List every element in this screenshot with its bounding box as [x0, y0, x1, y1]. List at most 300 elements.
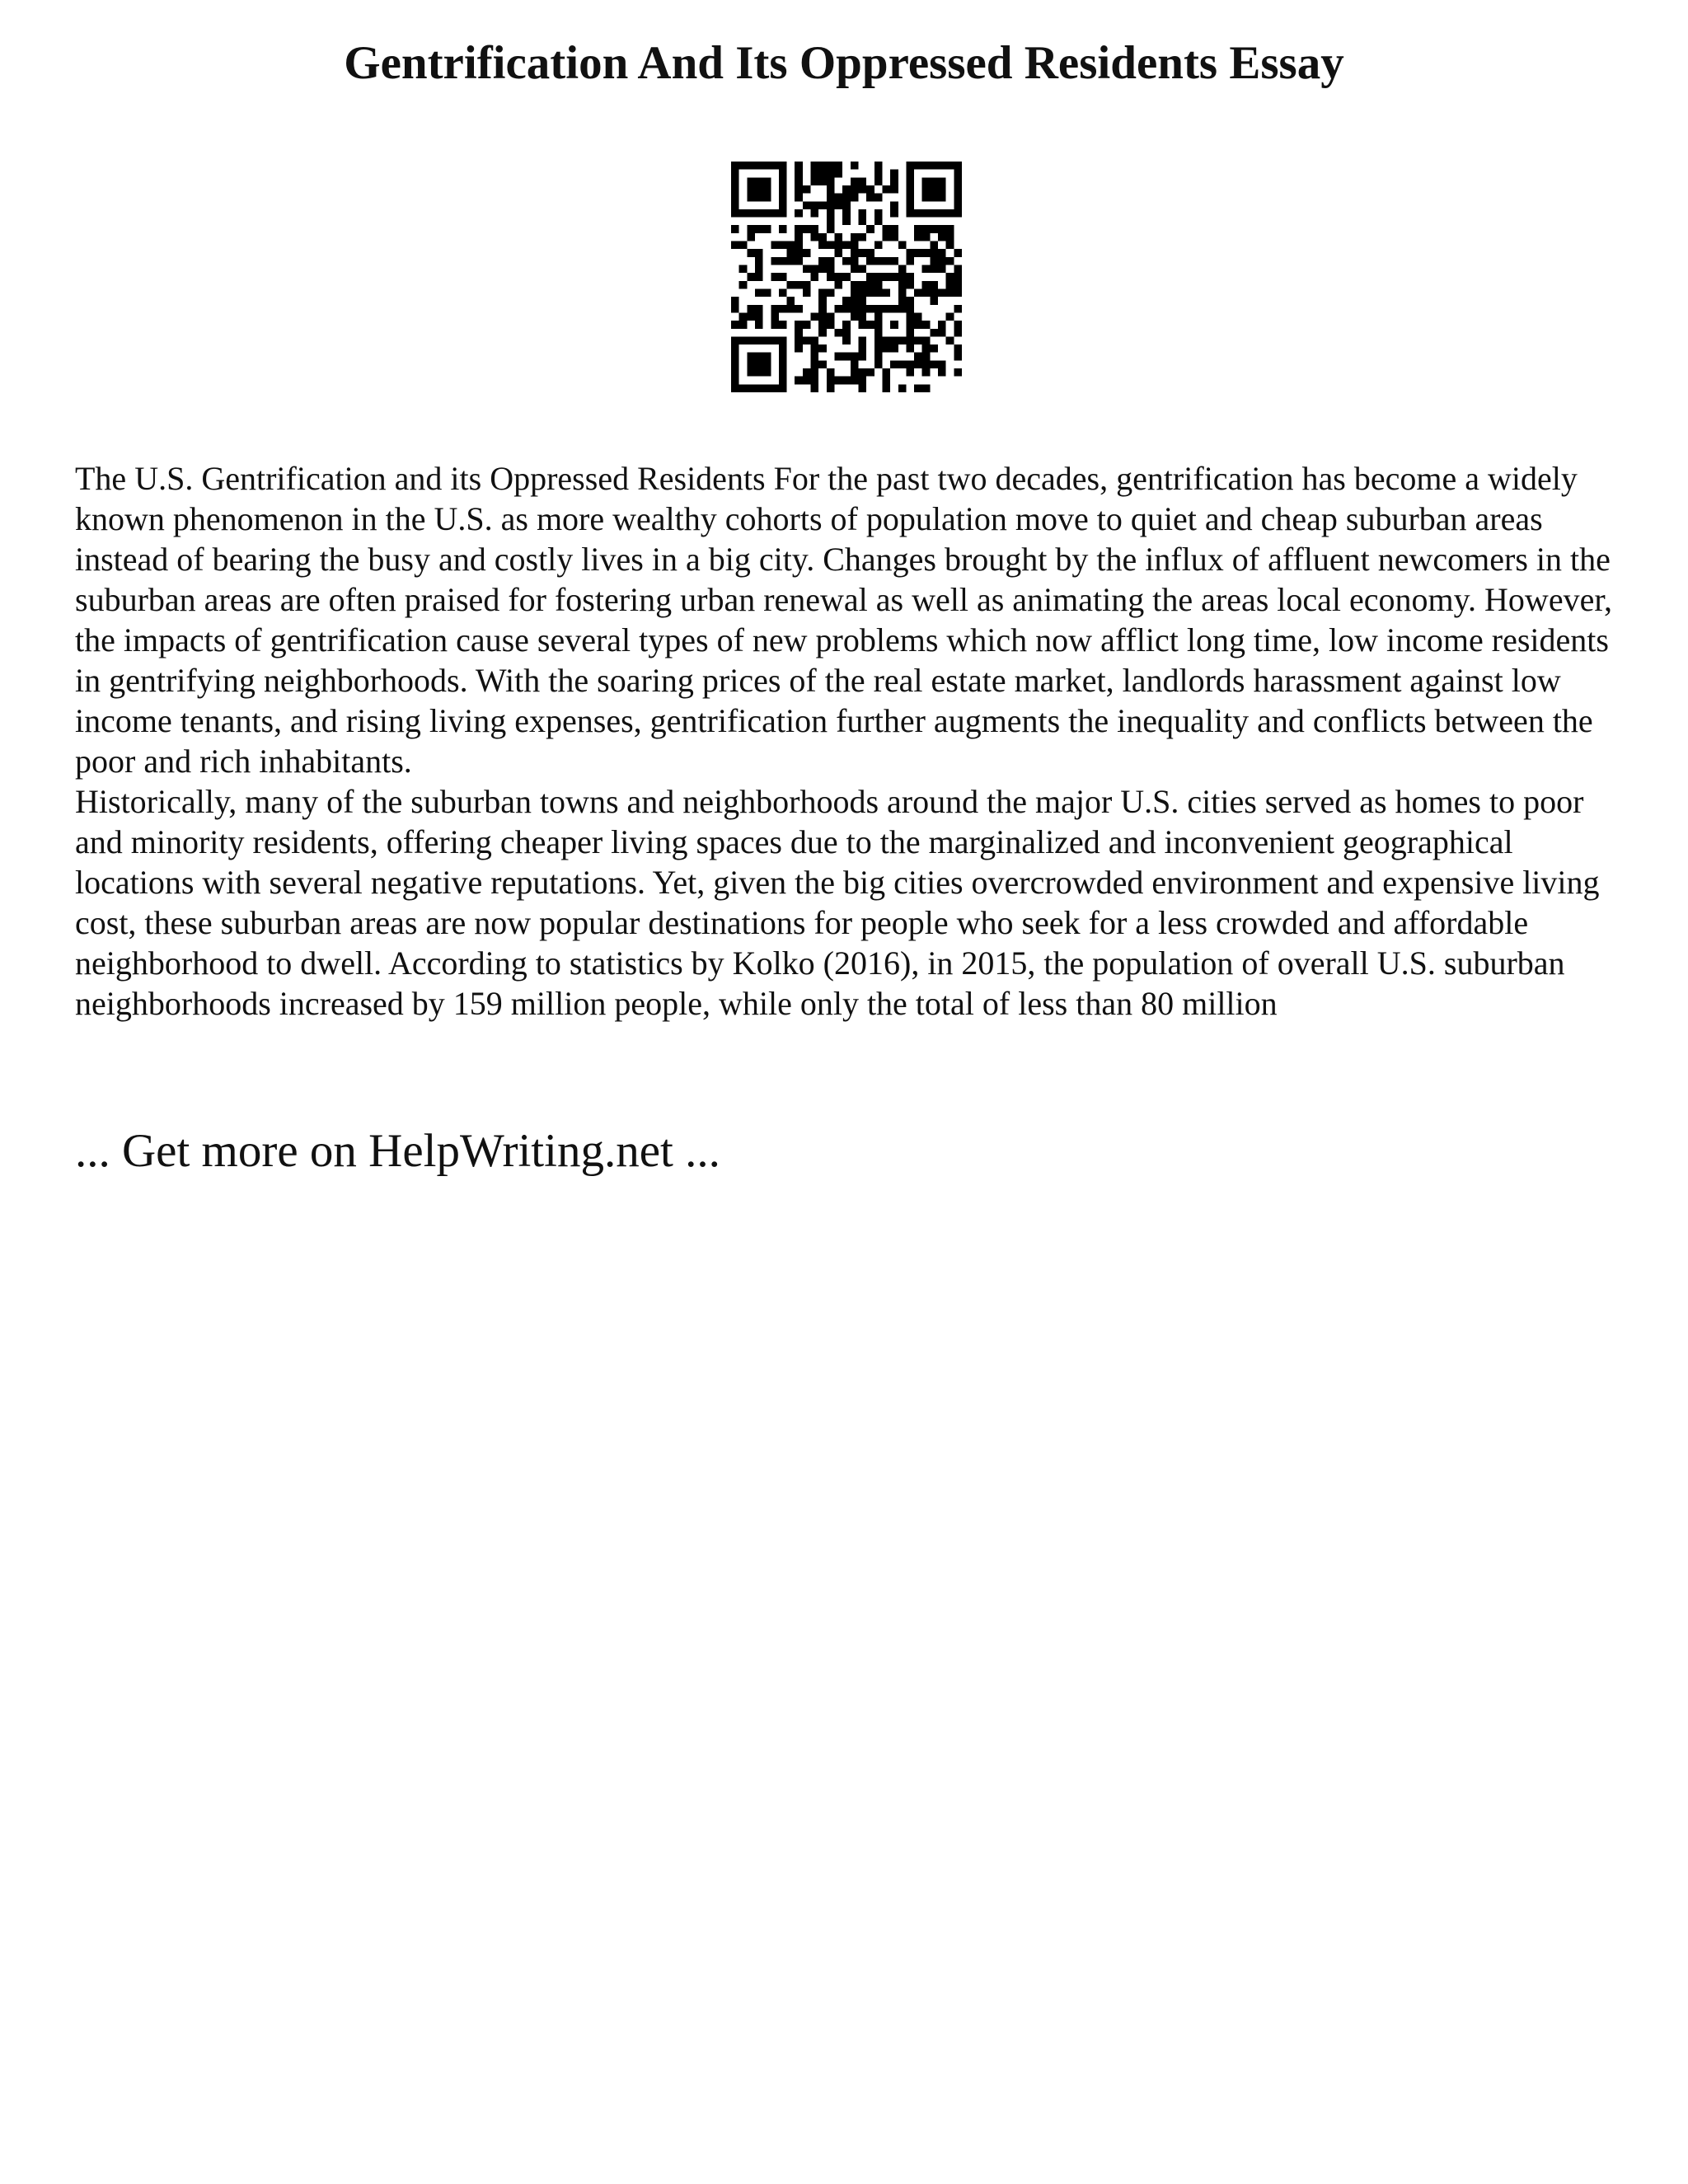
qr-module — [795, 305, 803, 313]
qr-module — [827, 162, 835, 170]
qr-module — [827, 312, 835, 321]
qr-module — [906, 329, 914, 337]
qr-module — [763, 194, 771, 202]
qr-module — [835, 233, 843, 241]
qr-module — [795, 377, 803, 385]
qr-module — [755, 265, 763, 274]
qr-module — [866, 249, 874, 257]
qr-module — [818, 288, 827, 297]
qr-module — [858, 312, 866, 321]
qr-module — [811, 162, 819, 170]
qr-module — [922, 353, 931, 361]
qr-module — [731, 384, 739, 392]
qr-module — [914, 162, 922, 170]
qr-module — [803, 377, 811, 385]
qr-module — [938, 368, 946, 377]
qr-module — [795, 241, 803, 250]
qr-module — [787, 305, 795, 313]
qr-module — [731, 360, 739, 368]
qr-module — [787, 297, 795, 305]
qr-module — [827, 377, 835, 385]
qr-module — [731, 162, 739, 170]
qr-module — [731, 368, 739, 377]
qr-module — [739, 384, 748, 392]
qr-module — [938, 194, 946, 202]
qr-module — [731, 336, 739, 344]
qr-module — [866, 321, 874, 329]
paragraph: Historically, many of the suburban towns and neighborhoods around the major U.S. cities served as homes to poor and minority residents, offering cheaper living spaces due to the marginalized and inconvenient geographical locations with several negative reputations. Yet, given the big cities overcrowded environment and expensive living cost, these suburban areas are now popular destinations for people who seek for a less crowded and affordable neighborhood to dwell. According to statistics by Kolko (2016), in 2015, the population of overall U.S. suburban neighborhoods increased by 159 million people, while only the total of less than 80 million — [75, 783, 1600, 1022]
qr-module — [858, 336, 866, 344]
qr-module — [874, 273, 883, 281]
qr-module — [739, 321, 748, 329]
qr-module — [842, 257, 851, 265]
qr-module — [851, 360, 859, 368]
qr-module — [866, 288, 874, 297]
qr-module — [842, 218, 851, 226]
qr-module — [930, 177, 938, 185]
qr-module — [898, 297, 907, 305]
qr-module — [811, 273, 819, 281]
qr-module — [747, 209, 755, 218]
qr-module — [811, 368, 819, 377]
qr-module — [827, 321, 835, 329]
qr-module — [779, 384, 787, 392]
qr-module — [835, 305, 843, 313]
qr-module — [851, 257, 859, 265]
qr-module — [835, 201, 843, 209]
qr-module — [851, 162, 859, 170]
qr-module — [827, 225, 835, 233]
qr-module — [890, 257, 898, 265]
qr-module — [954, 273, 962, 281]
qr-module — [954, 344, 962, 353]
qr-module — [922, 177, 931, 185]
qr-module — [842, 194, 851, 202]
qr-module — [938, 233, 946, 241]
qr-module — [827, 185, 835, 194]
qr-module — [874, 312, 883, 321]
qr-module — [811, 384, 819, 392]
qr-module — [914, 353, 922, 361]
qr-module — [898, 384, 907, 392]
qr-module — [858, 321, 866, 329]
qr-module — [914, 384, 922, 392]
qr-module — [938, 321, 946, 329]
qr-module — [858, 281, 866, 289]
qr-module — [779, 162, 787, 170]
qr-module — [851, 281, 859, 289]
qr-module — [755, 273, 763, 281]
qr-module — [906, 321, 914, 329]
qr-module — [803, 288, 811, 297]
qr-module — [739, 336, 748, 344]
qr-module — [835, 281, 843, 289]
qr-module — [922, 265, 931, 274]
qr-module — [874, 241, 883, 250]
qr-module — [803, 368, 811, 377]
qr-module — [763, 288, 771, 297]
qr-module — [835, 162, 843, 170]
qr-module — [779, 241, 787, 250]
qr-module — [858, 265, 866, 274]
qr-module — [914, 209, 922, 218]
qr-module — [731, 297, 739, 305]
get-more-link[interactable]: ... Get more on HelpWriting.net ... — [75, 1125, 720, 1177]
qr-module — [842, 336, 851, 344]
qr-module — [747, 225, 755, 233]
qr-module — [771, 312, 779, 321]
qr-module — [779, 336, 787, 344]
qr-module — [771, 273, 779, 281]
qr-module — [882, 225, 890, 233]
page-title: Gentrification And Its Oppressed Residents Essay — [344, 37, 1344, 89]
qr-module — [779, 273, 787, 281]
qr-module — [858, 218, 866, 226]
qr-module — [827, 368, 835, 377]
qr-module — [914, 288, 922, 297]
qr-module — [906, 209, 914, 218]
qr-module — [906, 273, 914, 281]
qr-module — [930, 360, 938, 368]
qr-module — [906, 368, 914, 377]
qr-module — [851, 353, 859, 361]
qr-module — [835, 353, 843, 361]
qr-module — [890, 344, 898, 353]
qr-module — [731, 305, 739, 313]
qr-module — [755, 185, 763, 194]
qr-module — [906, 185, 914, 194]
qr-module — [779, 209, 787, 218]
qr-module — [835, 170, 843, 178]
qr-module — [874, 194, 883, 202]
qr-module — [795, 177, 803, 185]
qr-module — [866, 194, 874, 202]
qr-module — [930, 281, 938, 289]
qr-module — [914, 336, 922, 344]
qr-module — [858, 377, 866, 385]
qr-module — [954, 329, 962, 337]
qr-module — [811, 265, 819, 274]
qr-module — [779, 185, 787, 194]
qr-module — [890, 233, 898, 241]
qr-module — [763, 162, 771, 170]
qr-module — [811, 170, 819, 178]
paragraph: The U.S. Gentrification and its Oppressed Residents For the past two decades, gentrification has become a widely known phenomenon in the U.S. as more wealthy cohorts of population move to quiet and cheap suburban areas instead of bearing the busy and costly lives in a big city. Changes brought by the influx of affluent newcomers in the suburban areas are often praised for fostering urban renewal as well as animating the areas local economy. However, the impacts of gentrification cause several types of new problems which now afflict long time, low income residents in gentrifying neighborhoods. With the soaring prices of the real estate market, landlords harassment against low income tenants, and rising living expenses, gentrification further augments the inequality and conflicts between the poor and rich inhabitants. — [75, 460, 1613, 780]
qr-module — [851, 194, 859, 202]
qr-module — [914, 360, 922, 368]
qr-module — [811, 312, 819, 321]
qr-module — [842, 329, 851, 337]
qr-module — [922, 288, 931, 297]
qr-module — [874, 177, 883, 185]
qr-module — [747, 368, 755, 377]
qr-module — [954, 353, 962, 361]
qr-module — [874, 305, 883, 313]
qr-module — [795, 344, 803, 353]
qr-module — [818, 344, 827, 353]
qr-module — [954, 281, 962, 289]
qr-module — [914, 321, 922, 329]
qr-module — [827, 170, 835, 178]
qr-module — [906, 257, 914, 265]
qr-module — [882, 257, 890, 265]
qr-module — [906, 177, 914, 185]
qr-module — [827, 265, 835, 274]
qr-module — [882, 336, 890, 344]
qr-module — [747, 336, 755, 344]
qr-module — [851, 265, 859, 274]
qr-module — [898, 281, 907, 289]
qr-code-icon — [731, 162, 962, 392]
qr-module — [842, 297, 851, 305]
qr-module — [818, 162, 827, 170]
qr-module — [954, 265, 962, 274]
qr-module — [851, 312, 859, 321]
qr-module — [827, 209, 835, 218]
qr-module — [851, 233, 859, 241]
qr-module — [827, 257, 835, 265]
qr-module — [874, 336, 883, 344]
qr-module — [946, 241, 954, 250]
qr-module — [930, 265, 938, 274]
qr-module — [755, 353, 763, 361]
qr-module — [779, 170, 787, 178]
qr-module — [874, 360, 883, 368]
qr-module — [898, 288, 907, 297]
qr-module — [739, 209, 748, 218]
qr-module — [739, 312, 748, 321]
qr-module — [755, 288, 763, 297]
qr-module — [954, 170, 962, 178]
qr-module — [827, 194, 835, 202]
qr-module — [866, 281, 874, 289]
qr-module — [938, 209, 946, 218]
qr-module — [922, 162, 931, 170]
qr-module — [946, 312, 954, 321]
qr-module — [946, 162, 954, 170]
qr-module — [882, 377, 890, 385]
qr-module — [747, 162, 755, 170]
qr-module — [906, 162, 914, 170]
qr-module — [731, 241, 739, 250]
qr-module — [946, 225, 954, 233]
qr-module — [755, 305, 763, 313]
qr-module — [747, 360, 755, 368]
qr-module — [890, 225, 898, 233]
qr-module — [842, 201, 851, 209]
qr-module — [731, 177, 739, 185]
qr-module — [858, 177, 866, 185]
qr-module — [779, 194, 787, 202]
qr-module — [890, 321, 898, 329]
qr-module — [930, 209, 938, 218]
qr-module — [787, 257, 795, 265]
qr-module — [882, 384, 890, 392]
qr-module — [771, 305, 779, 313]
qr-module — [811, 209, 819, 218]
qr-module — [842, 305, 851, 313]
qr-module — [811, 225, 819, 233]
qr-module — [874, 329, 883, 337]
qr-module — [874, 162, 883, 170]
qr-module — [835, 241, 843, 250]
qr-module — [747, 353, 755, 361]
qr-module — [898, 241, 907, 250]
qr-module — [890, 360, 898, 368]
qr-module — [874, 170, 883, 178]
qr-module — [763, 384, 771, 392]
qr-module — [771, 257, 779, 265]
qr-module — [906, 344, 914, 353]
qr-module — [779, 368, 787, 377]
qr-module — [906, 170, 914, 178]
qr-module — [771, 162, 779, 170]
qr-module — [803, 185, 811, 194]
qr-module — [755, 249, 763, 257]
qr-module — [755, 360, 763, 368]
qr-module — [906, 360, 914, 368]
qr-module — [922, 360, 931, 368]
qr-module — [882, 233, 890, 241]
qr-module — [890, 177, 898, 185]
qr-module — [954, 194, 962, 202]
qr-module — [954, 177, 962, 185]
qr-module — [755, 209, 763, 218]
qr-module — [898, 336, 907, 344]
qr-module — [771, 384, 779, 392]
qr-module — [811, 360, 819, 368]
qr-module — [795, 162, 803, 170]
qr-module — [842, 377, 851, 385]
qr-module — [747, 384, 755, 392]
qr-module — [818, 312, 827, 321]
qr-module — [858, 384, 866, 392]
qr-module — [866, 273, 874, 281]
qr-module — [858, 233, 866, 241]
qr-module — [755, 194, 763, 202]
qr-module — [858, 249, 866, 257]
qr-module — [771, 336, 779, 344]
qr-module — [739, 281, 748, 289]
qr-module — [874, 344, 883, 353]
qr-module — [731, 353, 739, 361]
qr-module — [755, 384, 763, 392]
qr-module — [874, 353, 883, 361]
qr-module — [755, 336, 763, 344]
qr-module — [795, 336, 803, 344]
qr-module — [731, 185, 739, 194]
qr-module — [803, 225, 811, 233]
qr-module — [851, 377, 859, 385]
qr-module — [866, 185, 874, 194]
qr-module — [779, 201, 787, 209]
qr-module — [739, 241, 748, 250]
qr-module — [906, 281, 914, 289]
qr-module — [898, 305, 907, 313]
qr-module — [946, 336, 954, 344]
qr-module — [866, 368, 874, 377]
qr-module — [954, 321, 962, 329]
qr-module — [787, 241, 795, 250]
qr-module — [930, 344, 938, 353]
qr-module — [938, 360, 946, 368]
qr-module — [731, 344, 739, 353]
qr-module — [930, 162, 938, 170]
qr-module — [922, 249, 931, 257]
qr-module — [763, 225, 771, 233]
qr-module — [930, 297, 938, 305]
qr-module — [874, 218, 883, 226]
qr-module — [874, 281, 883, 289]
qr-module — [851, 185, 859, 194]
qr-module — [882, 288, 890, 297]
qr-module — [922, 384, 931, 392]
qr-module — [954, 288, 962, 297]
qr-module — [747, 312, 755, 321]
qr-module — [890, 170, 898, 178]
qr-module — [938, 288, 946, 297]
qr-module — [747, 233, 755, 241]
qr-module — [858, 209, 866, 218]
qr-module — [755, 225, 763, 233]
qr-module — [858, 185, 866, 194]
qr-module — [818, 305, 827, 313]
qr-module — [930, 329, 938, 337]
qr-module — [803, 201, 811, 209]
qr-module — [763, 177, 771, 185]
qr-module — [795, 233, 803, 241]
qr-module — [818, 170, 827, 178]
qr-module — [747, 249, 755, 257]
qr-module — [835, 194, 843, 202]
qr-module — [954, 201, 962, 209]
qr-module — [803, 249, 811, 257]
qr-module — [842, 273, 851, 281]
qr-module — [954, 368, 962, 377]
qr-module — [890, 336, 898, 344]
qr-module — [851, 249, 859, 257]
qr-module — [827, 201, 835, 209]
qr-module — [946, 281, 954, 289]
qr-module — [906, 336, 914, 344]
qr-module — [763, 336, 771, 344]
qr-module — [779, 177, 787, 185]
qr-module — [866, 257, 874, 265]
qr-module — [779, 288, 787, 297]
qr-module — [779, 305, 787, 313]
qr-module — [858, 288, 866, 297]
qr-module — [914, 225, 922, 233]
qr-module — [930, 288, 938, 297]
qr-module — [930, 241, 938, 250]
qr-module — [922, 225, 931, 233]
qr-module — [818, 329, 827, 337]
qr-module — [858, 368, 866, 377]
qr-module — [811, 377, 819, 385]
qr-module — [827, 177, 835, 185]
qr-module — [803, 336, 811, 344]
qr-module — [803, 321, 811, 329]
qr-module — [818, 265, 827, 274]
qr-module — [747, 305, 755, 313]
qr-module — [818, 201, 827, 209]
qr-module — [731, 377, 739, 385]
qr-module — [890, 209, 898, 218]
qr-module — [787, 249, 795, 257]
qr-module — [842, 321, 851, 329]
qr-module — [795, 329, 803, 337]
qr-module — [882, 185, 890, 194]
